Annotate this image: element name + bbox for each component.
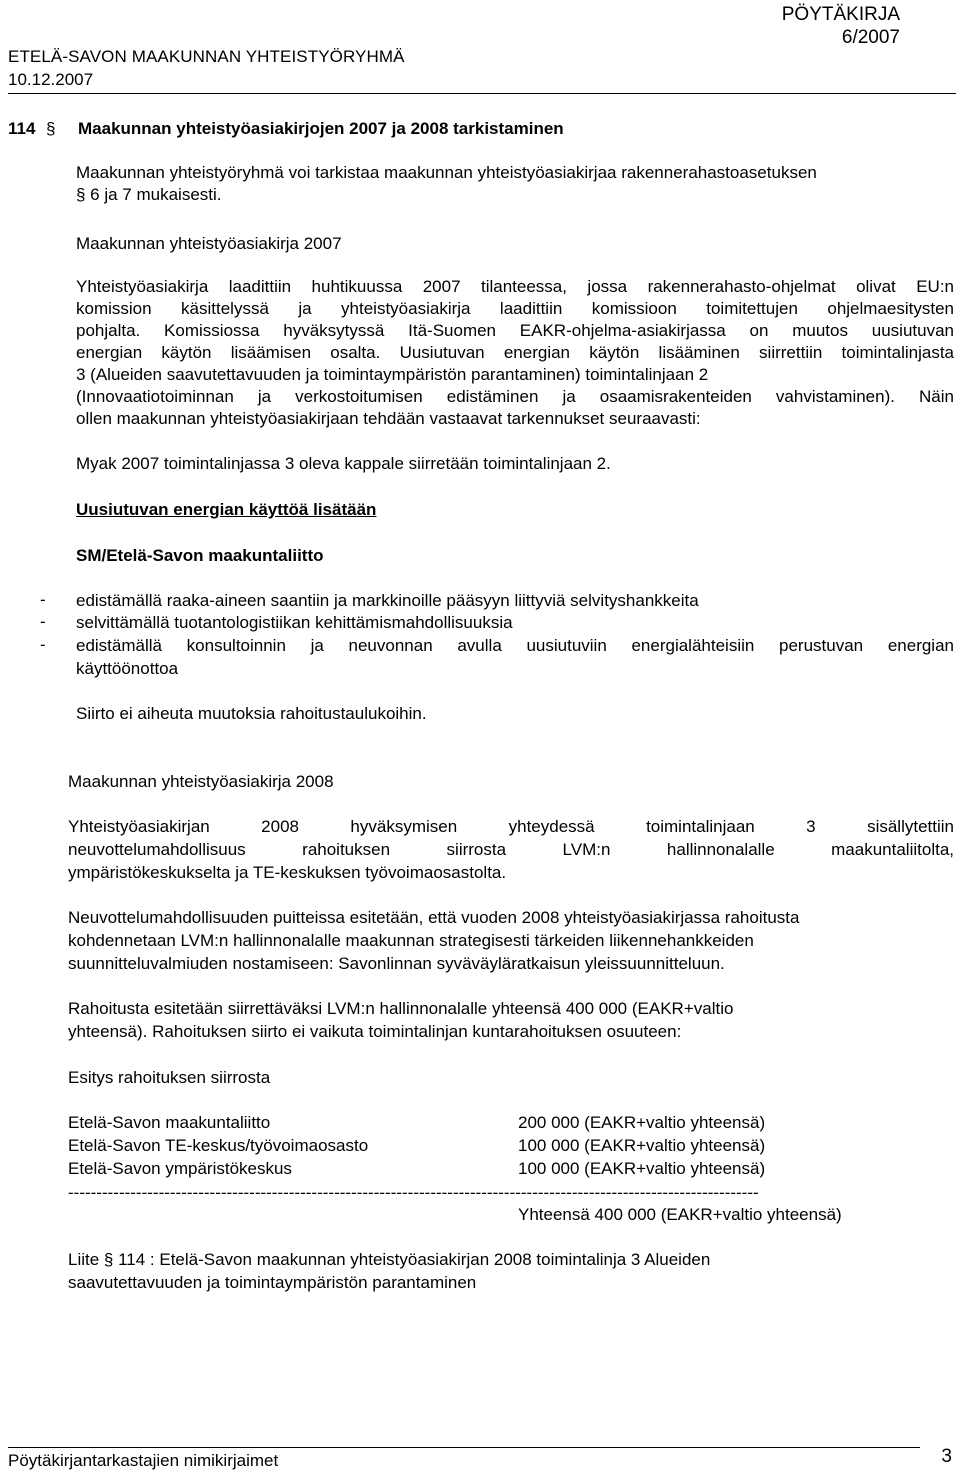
bullet-item-3-cont: käyttöönottoa [76,659,179,678]
page-number: 3 [941,1446,952,1467]
bullet-item-3: edistämällä konsultoinnin ja neuvonnan avulla uusiutuviin energialähteisiin perustuvan energian [76,636,954,655]
transfer-total: Yhteensä 400 000 (EAKR+valtio yhteensä) [518,1205,842,1224]
para-2007-line-7: ollen maakunnan yhteistyöasiakirjaan tehdään vastaavat tarkennukset seuraavasti: [76,409,701,428]
organization-label: SM/Etelä-Savon maakuntaliitto [76,546,324,565]
para-2007-line-4: energian käytön lisäämisen osalta. Uusiutuvan energian käytön lisääminen siirrettiin toimintalinjasta [76,343,954,362]
transfer-row-amount-1: 200 000 (EAKR+valtio yhteensä) [518,1113,766,1132]
transfer-row-org-2: Etelä-Savon TE-keskus/työvoimaosasto [68,1136,369,1155]
para-2007-move: Myak 2007 toimintalinjassa 3 oleva kappale siirretään toimintalinjaan 2. [76,454,611,473]
footer-rule [8,1447,920,1448]
para-2007-line-6: (Innovaatiotoiminnan ja verkostoitumisen edistäminen ja osaamisrakenteiden vahvistaminen). Näin [76,387,954,406]
transfer-row-org-1: Etelä-Savon maakuntaliitto [68,1113,271,1132]
bullet-item-1: edistämällä raaka-aineen saantiin ja markkinoille pääsyyn liittyviä selvityshankkeita [76,591,699,610]
para-2008-line-3: ympäristökeskukselta ja TE-keskuksen työvoimaosastolta. [68,863,507,882]
table-separator: -------------------------------------------------------------------------------------------------------------------------- [68,1183,759,1202]
section-title: Maakunnan yhteistyöasiakirjojen 2007 ja 2008 tarkistaminen [78,119,564,138]
transfer-row-org-3: Etelä-Savon ympäristökeskus [68,1159,292,1178]
para-2007-line-2: komission käsittelyssä ja yhteistyöasiakirja laadittiin komissioon toimitettujen ohjelmaesitysten [76,299,954,318]
transfer-table-title: Esitys rahoituksen siirrosta [68,1068,271,1087]
document-number: 6/2007 [841,27,900,48]
bullet-dash-3: - [40,635,46,654]
para-2008c-line-1: Rahoitusta esitetään siirrettäväksi LVM:n hallinnonalalle yhteensä 400 000 (EAKR+valtio [68,999,734,1018]
bullet-dash-1: - [40,590,46,609]
meeting-date: 10.12.2007 [8,70,94,89]
subheading-renewable: Uusiutuvan energian käyttöä lisätään [76,500,377,519]
section-number: 114 [8,119,36,138]
para-2007-line-1: Yhteistyöasiakirja laadittiin huhtikuussa 2007 tilanteessa, jossa rakennerahasto-ohjelmat olivat EU:n [76,277,954,296]
heading-2007: Maakunnan yhteistyöasiakirja 2007 [76,234,342,253]
heading-2008: Maakunnan yhteistyöasiakirja 2008 [68,772,334,791]
header-rule [8,93,956,94]
intro-line-2: § 6 ja 7 mukaisesti. [76,185,222,204]
transfer-row-amount-2: 100 000 (EAKR+valtio yhteensä) [518,1136,766,1155]
document-type: PÖYTÄKIRJA [781,4,900,25]
attachment-line-1: Liite § 114 : Etelä-Savon maakunnan yhteistyöasiakirjan 2008 toimintalinja 3 Alueiden [68,1250,711,1269]
footer-initials-label: Pöytäkirjantarkastajien nimikirjaimet [8,1451,279,1470]
funding-note: Siirto ei aiheuta muutoksia rahoitustaulukoihin. [76,704,427,723]
para-2008b-line-2: kohdennetaan LVM:n hallinnonalalle maakunnan strategisesti tärkeiden liikennehankkeiden [68,931,754,950]
para-2007-line-3: pohjalta. Komissiossa hyväksytyssä Itä-Suomen EAKR-ohjelma-asiakirjassa on muutos uusiutuvan [76,321,954,340]
section-heading [8,119,564,139]
section-symbol: § [46,119,56,138]
transfer-row-amount-3: 100 000 (EAKR+valtio yhteensä) [518,1159,766,1178]
para-2008-line-2: neuvottelumahdollisuus rahoituksen siirrosta LVM:n hallinnonalalle maakuntaliitolta, [68,840,954,859]
bullet-dash-2: - [40,612,46,631]
para-2008c-line-2: yhteensä). Rahoituksen siirto ei vaikuta toimintalinjan kuntarahoituksen osuuteen: [68,1022,682,1041]
para-2008-line-1: Yhteistyöasiakirjan 2008 hyväksymisen yhteydessä toimintalinjaan 3 sisällytettiin [68,817,954,836]
bullet-item-2: selvittämällä tuotantologistiikan kehittämismahdollisuuksia [76,613,513,632]
para-2007-line-5: 3 (Alueiden saavutettavuuden ja toimintaympäristön parantaminen) toimintalinjaan 2 [76,365,709,384]
attachment-line-2: saavutettavuuden ja toimintaympäristön parantaminen [68,1273,477,1292]
intro-line-1: Maakunnan yhteistyöryhmä voi tarkistaa maakunnan yhteistyöasiakirjaa rakennerahastoasetuksen [76,163,817,182]
para-2008b-line-1: Neuvottelumahdollisuuden puitteissa esitetään, että vuoden 2008 yhteistyöasiakirjassa rahoitusta [68,908,800,927]
organization-name: ETELÄ-SAVON MAAKUNNAN YHTEISTYÖRYHMÄ [8,47,405,66]
para-2008b-line-3: suunnitteluvalmiuden nostamiseen: Savonlinnan syväväyläratkaisun yleissuunnitteluun. [68,954,725,973]
